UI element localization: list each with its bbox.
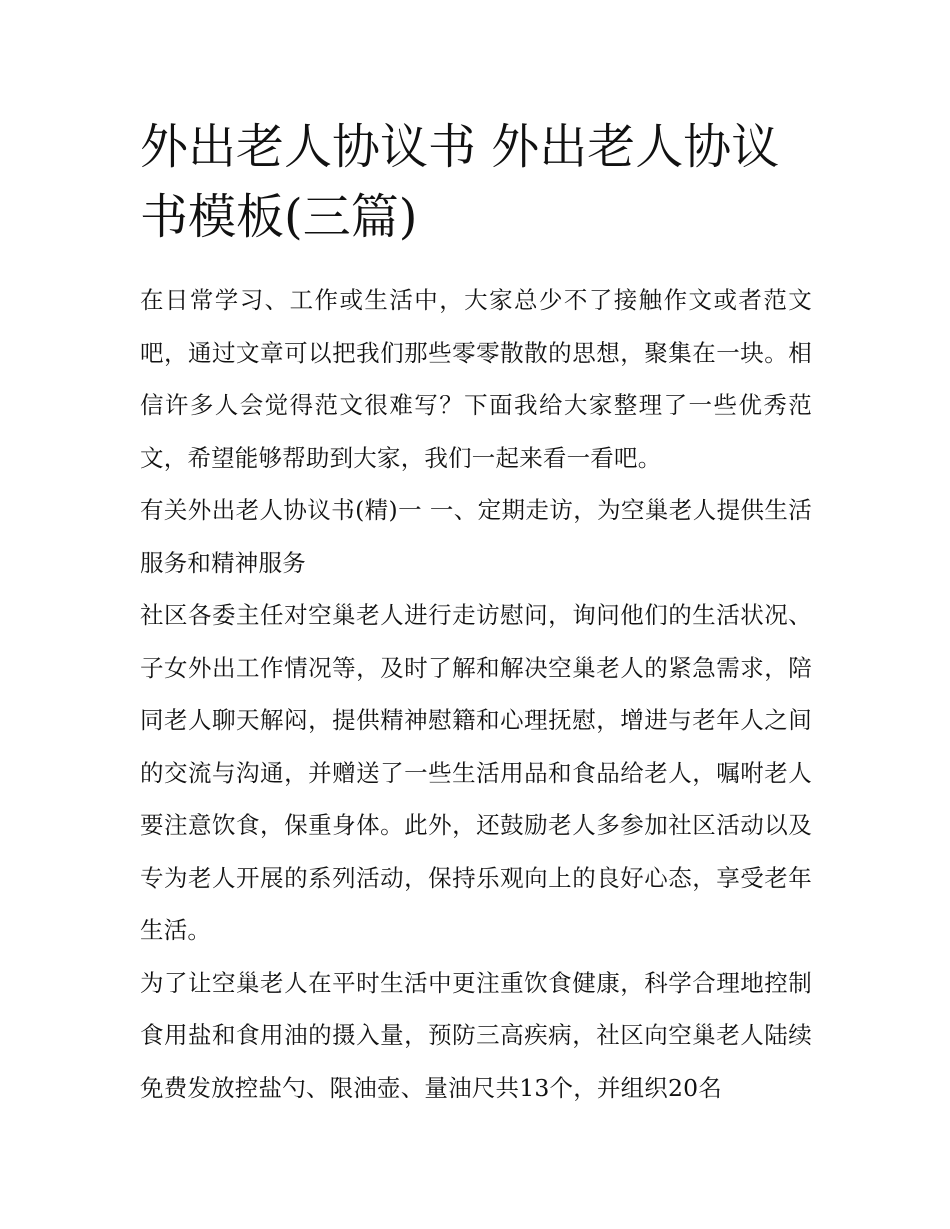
- paragraph-visits: 社区各委主任对空巢老人进行走访慰问，询问他们的生活状况、子女外出工作情况等，及时了解和解决空巢老人的紧急需求，陪同老人聊天解闷，提供精神慰籍和心理抚慰，增进与老年人之间的交流与沟通，并赠送了一些生活用品和食品给老人，嘱咐老人要注意饮食，保重身体。此外，还鼓励老人多参加社区活动以及专为老人开展的系列活动，保持乐观向上的良好心态，享受老年生活。: [140, 601, 812, 944]
- document-body: [140, 274, 812, 1114]
- document-title: 外出老人协议书 外出老人协议书模板(三篇): [140, 119, 780, 245]
- document-page: [140, 112, 812, 1114]
- paragraph-section-heading: 有关外出老人协议书(精)一 一、定期走访，为空巢老人提供生活服务和精神服务: [140, 496, 812, 577]
- paragraph-intro: 在日常学习、工作或生活中，大家总少不了接触作文或者范文吧，通过文章可以把我们那些零零散散的思想，聚集在一块。相信许多人会觉得范文很难写？下面我给大家整理了一些优秀范文，希望能够帮助到大家，我们一起来看一看吧。: [140, 286, 812, 472]
- paragraph-diet: 为了让空巢老人在平时生活中更注重饮食健康，科学合理地控制食用盐和食用油的摄入量，预防三高疾病，社区向空巢老人陆续免费发放控盐勺、限油壶、量油尺共13个，并组织20名: [140, 968, 812, 1102]
